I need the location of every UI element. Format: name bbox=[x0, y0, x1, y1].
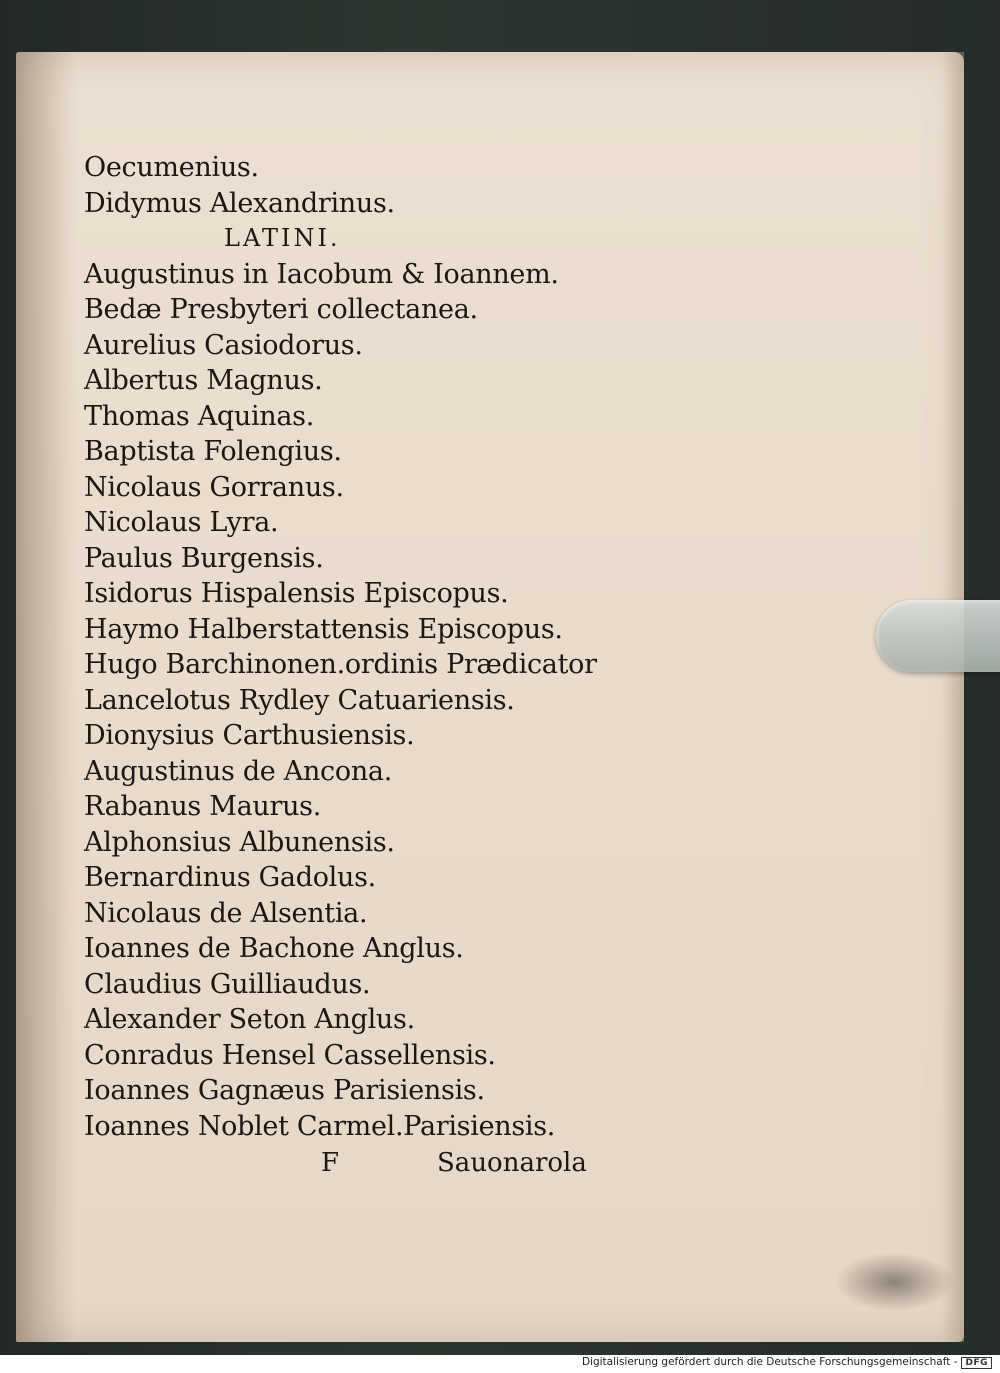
list-item: Augustinus in Iacobum & Ioannem. bbox=[84, 258, 559, 290]
list-item: Claudius Guilliaudus. bbox=[84, 968, 371, 1000]
list-item: Albertus Magnus. bbox=[84, 365, 323, 396]
list-item: Baptista Folengius. bbox=[84, 436, 342, 467]
list-item: Conradus Hensel Cassellensis. bbox=[84, 1039, 496, 1071]
dfg-logo: DFG bbox=[961, 1357, 992, 1369]
list-item: Hugo Barchinonen.ordinis Prædicator bbox=[84, 649, 597, 680]
list-item: Thomas Aquinas. bbox=[84, 400, 315, 432]
list-item: Rabanus Maurus. bbox=[84, 791, 322, 822]
list-item: Alphonsius Albunensis. bbox=[84, 826, 395, 858]
list-item: Isidorus Hispalensis Episcopus. bbox=[84, 578, 509, 609]
list-item: Nicolaus Lyra. bbox=[84, 507, 279, 538]
list-item: Ioannes de Bachone Anglus. bbox=[84, 933, 464, 964]
list-item: Bernardinus Gadolus. bbox=[84, 862, 376, 893]
page-edge bbox=[942, 52, 964, 1342]
credit-text: Digitalisierung gefördert durch die Deutsche Forschungsgemeinschaft - bbox=[581, 1356, 958, 1368]
list-item: Oecumenius. bbox=[84, 152, 259, 183]
list-item: Nicolaus Gorranus. bbox=[84, 471, 344, 503]
list-item: Bedæ Presbyteri collectanea. bbox=[84, 294, 478, 325]
gutter-shadow bbox=[16, 52, 76, 1342]
list-item: Augustinus de Ancona. bbox=[84, 755, 392, 787]
list-item: Didymus Alexandrinus. bbox=[84, 187, 395, 219]
list-item: Nicolaus de Alsentia. bbox=[84, 897, 368, 929]
list-item: Paulus Burgensis. bbox=[84, 542, 324, 574]
digitization-credit bbox=[582, 1356, 992, 1369]
catchword: Sauonarola bbox=[437, 1148, 587, 1178]
list-item: Aurelius Casiodorus. bbox=[84, 329, 363, 361]
signature-mark: F bbox=[321, 1148, 340, 1178]
list-item: Lancelotus Rydley Catuariensis. bbox=[84, 684, 515, 716]
list-item: Alexander Seton Anglus. bbox=[84, 1004, 415, 1035]
page-stain bbox=[834, 1252, 954, 1312]
list-item: Ioannes Noblet Carmel.Parisiensis. bbox=[84, 1110, 556, 1142]
author-list bbox=[84, 150, 704, 1144]
list-item: Ioannes Gagnæus Parisiensis. bbox=[84, 1075, 485, 1106]
section-heading: LATINI. bbox=[224, 224, 341, 252]
list-item: Haymo Halberstattensis Episcopus. bbox=[84, 613, 563, 645]
list-item: Dionysius Carthusiensis. bbox=[84, 720, 415, 751]
page-clip-holder bbox=[876, 600, 1000, 672]
